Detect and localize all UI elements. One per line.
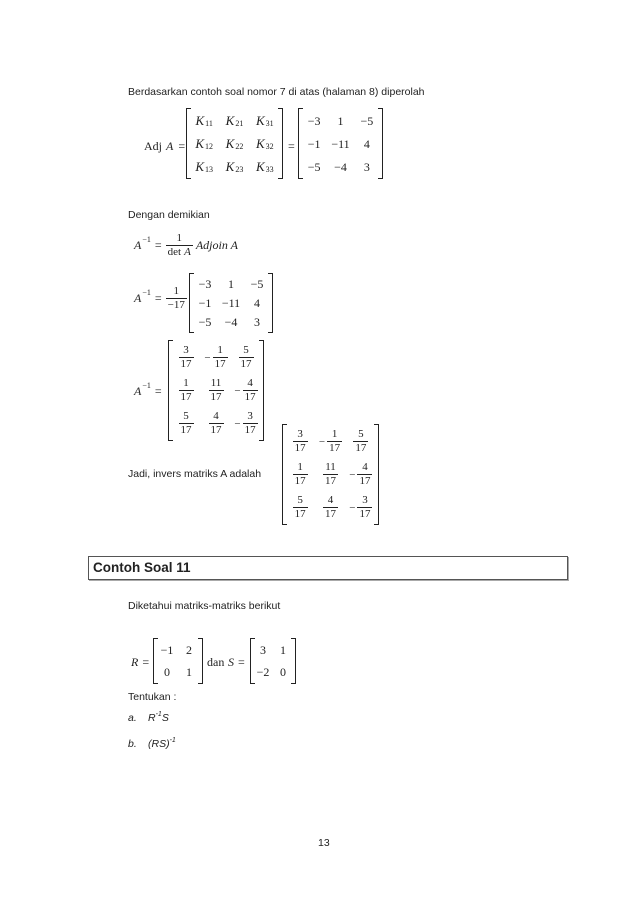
fraction-denominator: 17 [294,475,306,487]
matrix-entry-symbol: K [225,158,235,174]
task-intro-text: Tentukan : [128,691,177,703]
matrix-entry [256,160,274,174]
matrix-entry: −1 [198,295,212,310]
fraction-numerator: 1 [166,285,187,299]
matrix-entry [209,410,224,437]
matrix-entry: 3 [363,159,370,174]
matrix-entry: −2 [256,665,270,679]
matrix-entry [179,344,194,371]
fraction-numerator: 3 [243,410,258,424]
fraction [213,344,228,371]
matrix-entry-symbol: K [255,158,265,174]
matrix-entry [204,344,227,371]
matrix-entry: −5 [198,315,212,330]
matrix-grid [192,274,270,332]
fraction [166,232,193,259]
fraction-numerator: 5 [293,494,308,508]
fraction [323,494,338,521]
fraction-numerator: 3 [293,428,308,442]
matrix-grid [189,109,280,178]
matrix-variable: A [134,291,142,305]
task-label: a. [128,712,137,724]
fraction-numerator: 1 [213,344,228,358]
matrix-entry [226,137,244,151]
superscript: −1 [142,288,151,297]
matrix-variable: S [228,655,234,669]
fraction [357,494,372,521]
matrix-s-label [228,652,249,672]
matrix-entry [234,410,257,437]
matrix-entry: −1 [160,643,174,657]
matrix-entry-subscript: 22 [235,141,244,151]
fraction [353,428,368,455]
determinant-operator: det [167,245,182,258]
matrix-entry [293,494,308,521]
right-bracket [374,424,379,525]
matrix-entry: 2 [186,643,192,657]
fraction-denominator: 17 [210,424,222,436]
matrix-entry: −11 [331,136,350,151]
matrix-grid [285,425,376,524]
matrix-entry [179,377,194,404]
matrix-variable: A [166,139,174,153]
matrix-entry: 1 [186,665,192,679]
superscript: -1 [169,736,176,744]
task-label: b. [128,738,137,750]
matrix-entry: 0 [164,665,170,679]
fraction-denominator: −17 [167,298,185,311]
task-expression-base: (RS) [148,738,170,750]
fraction-numerator: 3 [357,494,372,508]
matrix-grid [253,639,293,683]
equals-sign: = [154,291,162,305]
intro-text: Berdasarkan contoh soal nomor 7 di atas (halaman 8) diperolah [128,86,425,98]
matrix-entry: −4 [224,315,238,330]
equals-sign: = [288,139,295,153]
fraction-denominator: 17 [210,391,222,403]
fraction [166,285,187,312]
right-bracket [291,638,296,684]
matrix-entry: −11 [221,295,241,310]
matrix-entry-symbol: K [225,135,235,151]
equals-sign: = [142,655,150,669]
fraction-numerator: 11 [323,461,338,475]
matrix-grid [156,639,200,683]
fraction [327,428,342,455]
matrix-s [250,638,296,684]
matrix-entry-symbol: K [255,135,265,151]
equals-sign: = [238,655,245,669]
fraction-numerator: 1 [179,377,194,391]
fraction-numerator: 4 [243,377,258,391]
fraction-denominator: 17 [329,442,341,454]
matrix-variable: A [134,384,142,398]
matrix-entry: 4 [363,136,370,151]
fraction-numerator: 5 [239,344,254,358]
fraction-denominator: 17 [324,508,336,520]
matrix-entry [256,114,274,128]
conclusion-matrix [282,424,379,525]
matrix-entry: 3 [254,315,260,330]
matrix-entry [293,428,308,455]
right-bracket [378,108,383,179]
matrix-entry [323,461,338,488]
section-title: Contoh Soal 11 [93,560,191,575]
matrix-entry-symbol: K [195,158,204,174]
matrix-entry [323,494,338,521]
matrix-entry: −5 [307,159,321,174]
fraction [293,494,308,521]
task-expression-base: R [148,712,156,724]
superscript: -1 [155,710,162,718]
task-expression-tail: S [161,712,169,724]
fraction-denominator: 17 [244,424,256,436]
fraction-denominator: 17 [244,391,256,403]
inverse-result-label [134,381,166,401]
fraction [243,377,258,404]
matrix-entry-subscript: 23 [235,164,244,174]
fraction-denominator: 17 [294,508,306,520]
matrix-entry-subscript: 12 [205,141,213,151]
fraction-sign: − [318,435,326,448]
matrix-entry [293,461,308,488]
cofactor-matrix [186,108,283,179]
fraction-denominator: 17 [294,442,306,454]
fraction-numerator: 11 [209,377,224,391]
matrix-entry [353,428,368,455]
fraction-sign: − [204,351,211,364]
fraction-sign: − [234,417,241,430]
fraction-numerator: 4 [357,461,372,475]
matrix-entry: 4 [254,295,260,310]
equals-sign: = [178,139,186,153]
matrix-entry: −5 [360,113,374,128]
inverse-formula [134,230,238,260]
fraction [179,410,194,437]
matrix-entry-subscript: 11 [205,118,213,128]
task-item [128,738,176,751]
fraction-denominator: 17 [214,358,226,370]
matrix-grid [171,341,261,440]
matrix-entry-subscript: 33 [265,164,274,174]
matrix-variable: A [184,245,191,258]
fraction-denominator: 17 [355,442,367,454]
fraction-numerator: 4 [209,410,224,424]
matrix-entry: 1 [337,113,344,128]
fraction [209,410,224,437]
matrix-entry [256,137,274,151]
fraction-numerator: 3 [179,344,194,358]
fraction-denominator: 17 [324,475,336,487]
given-text: Diketahui matriks-matriks berikut [128,600,281,612]
fraction-numerator: 1 [166,232,193,246]
section-header [88,556,568,580]
matrix-entry: −1 [307,136,321,151]
fraction [179,377,194,404]
matrix-entry [195,137,213,151]
fraction-sign: − [349,468,356,481]
conjunction-text: dan [207,655,225,669]
matrix-entry-symbol: K [195,135,204,151]
matrix-entry: 1 [228,276,234,291]
inverse-step-label [134,284,187,312]
task-item [128,712,169,725]
superscript: −1 [142,235,151,244]
fraction [293,461,308,488]
matrix-entry-subscript: 31 [265,118,274,128]
matrix-entry: −5 [250,276,264,291]
matrix-entry [234,377,257,404]
matrix-entry [195,114,212,128]
right-bracket [278,108,283,179]
right-bracket [259,340,264,441]
fraction [357,461,372,488]
matrix-entry-subscript: 13 [205,164,213,174]
transition-text: Dengan demikian [128,209,210,221]
matrix-entry: −3 [307,113,321,128]
fraction-numerator: 5 [179,410,194,424]
fraction [239,344,254,371]
matrix-entry [179,410,194,437]
matrix-entry: 3 [260,643,266,657]
fraction-sign: − [349,501,356,514]
fraction [243,410,258,437]
matrix-entry-symbol: K [225,112,235,128]
adjoint-term: Adjoin A [195,238,238,252]
fraction-denominator: 17 [180,358,192,370]
adj-operator: Adj [144,139,162,153]
matrix-entry: −3 [198,276,212,291]
matrix-entry [209,377,224,404]
fraction [323,461,338,488]
matrix-entry [239,344,254,371]
right-bracket [198,638,203,684]
fraction-numerator: 5 [353,428,368,442]
matrix-entry-symbol: K [195,112,205,128]
matrix-variable: A [134,238,142,252]
fraction [209,377,224,404]
page-number: 13 [318,837,330,849]
adjoint-value-matrix [298,108,383,179]
fraction [293,428,308,455]
fraction-sign: − [234,384,241,397]
matrix-entry [349,494,372,521]
fraction-denominator: 17 [359,508,371,520]
matrix-entry [226,160,244,174]
matrix-entry-subscript: 21 [235,118,244,128]
fraction-denominator [166,246,193,259]
fraction-denominator: 17 [359,475,371,487]
matrix-r-label [131,652,153,672]
matrix-r [153,638,203,684]
matrix-entry [226,114,244,128]
fraction-denominator: 17 [180,391,192,403]
matrix-variable: R [131,655,139,669]
right-bracket [268,273,273,333]
matrix-entry [195,160,213,174]
matrix-entry: −4 [334,159,347,174]
matrix-entry-subscript: 32 [265,141,274,151]
conclusion-text: Jadi, invers matriks A adalah [128,468,262,480]
fraction-numerator: 1 [327,428,342,442]
inverse-matrix [168,340,264,441]
matrix-entry [349,461,372,488]
equals-sign: = [154,238,162,252]
fraction-numerator: 1 [293,461,308,475]
matrix-entry: 1 [280,643,286,657]
matrix-grid [301,109,380,178]
matrix-entry [319,428,342,455]
superscript: −1 [142,381,151,390]
fraction-numerator: 4 [323,494,338,508]
matrix-entry: 0 [280,665,286,679]
matrix-entry-symbol: K [255,112,265,128]
fraction-denominator: 17 [180,424,192,436]
equals-sign: = [154,384,162,398]
adjoint-matrix [189,273,273,333]
fraction [179,344,194,371]
adjoint-label [144,136,185,156]
fraction-denominator: 17 [240,358,252,370]
